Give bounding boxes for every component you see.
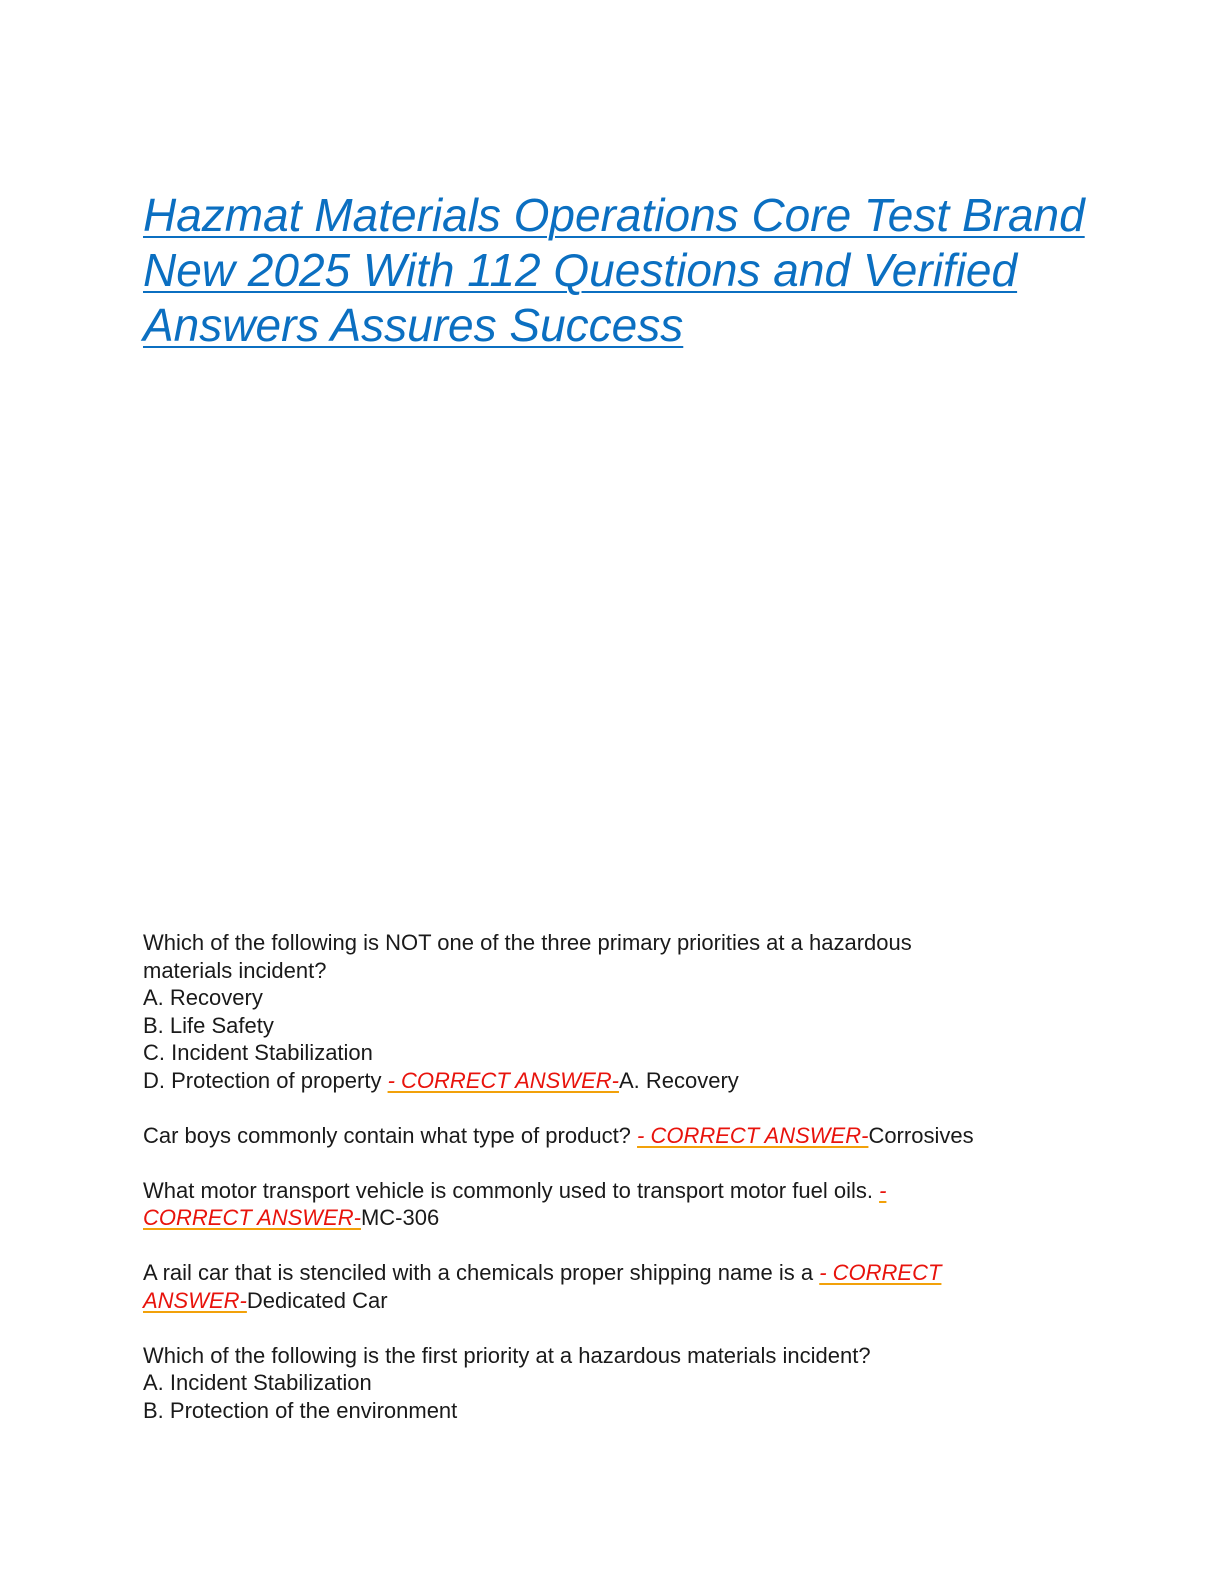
- question-text: Which of the following is NOT one of the three primary priorities at a hazardous: [143, 930, 912, 955]
- correct-answer-marker: - CORRECT ANSWER-: [637, 1122, 869, 1148]
- question-line: [143, 1259, 1103, 1287]
- answer-text: Dedicated Car: [246, 1287, 388, 1313]
- answer-text: MC-306: [360, 1205, 440, 1230]
- document-title-link[interactable]: Hazmat Materials Operations Core Test Brand New 2025 With 112 Questions and Verified Answers Assures Success: [143, 189, 1085, 351]
- question-text: A rail car that is stenciled with a chemicals proper shipping name is a: [143, 1260, 820, 1285]
- answer-text: A. Recovery: [618, 1067, 739, 1093]
- option-a: A. Recovery: [143, 985, 263, 1010]
- correct-answer-marker-end: ANSWER-: [143, 1287, 247, 1313]
- question-item: [143, 1122, 1103, 1150]
- correct-answer-marker-start: -: [879, 1177, 887, 1203]
- question-text: Car boys commonly contain what type of product?: [143, 1122, 638, 1148]
- answer-line: [143, 1287, 1103, 1315]
- answer-text: Corrosives: [868, 1122, 974, 1148]
- question-list: [143, 929, 1103, 1452]
- option-d-with-answer: [143, 1067, 1103, 1095]
- question-item: [143, 1177, 1103, 1232]
- correct-answer-marker: - CORRECT ANSWER-: [387, 1067, 619, 1093]
- option-b: B. Protection of the environment: [143, 1397, 458, 1423]
- correct-answer-marker-start: - CORRECT: [819, 1260, 942, 1285]
- answer-line: [143, 1204, 1103, 1232]
- question-text: Which of the following is the first priority at a hazardous materials incident?: [143, 1342, 871, 1368]
- document-title: [143, 188, 1103, 353]
- correct-answer-marker-end: CORRECT ANSWER-: [143, 1205, 361, 1230]
- option-c: C. Incident Stabilization: [143, 1040, 373, 1065]
- question-line: [143, 1177, 1103, 1205]
- question-text-cont: materials incident?: [143, 957, 327, 983]
- question-item: [143, 1259, 1103, 1314]
- option-d: D. Protection of property: [143, 1067, 388, 1093]
- question-item: [143, 929, 1103, 1094]
- question-item: [143, 1342, 1103, 1425]
- question-text: What motor transport vehicle is commonly used to transport motor fuel oils.: [143, 1177, 880, 1203]
- option-b: B. Life Safety: [143, 1012, 274, 1038]
- option-a: A. Incident Stabilization: [143, 1370, 372, 1395]
- question-with-answer: [143, 1122, 1103, 1150]
